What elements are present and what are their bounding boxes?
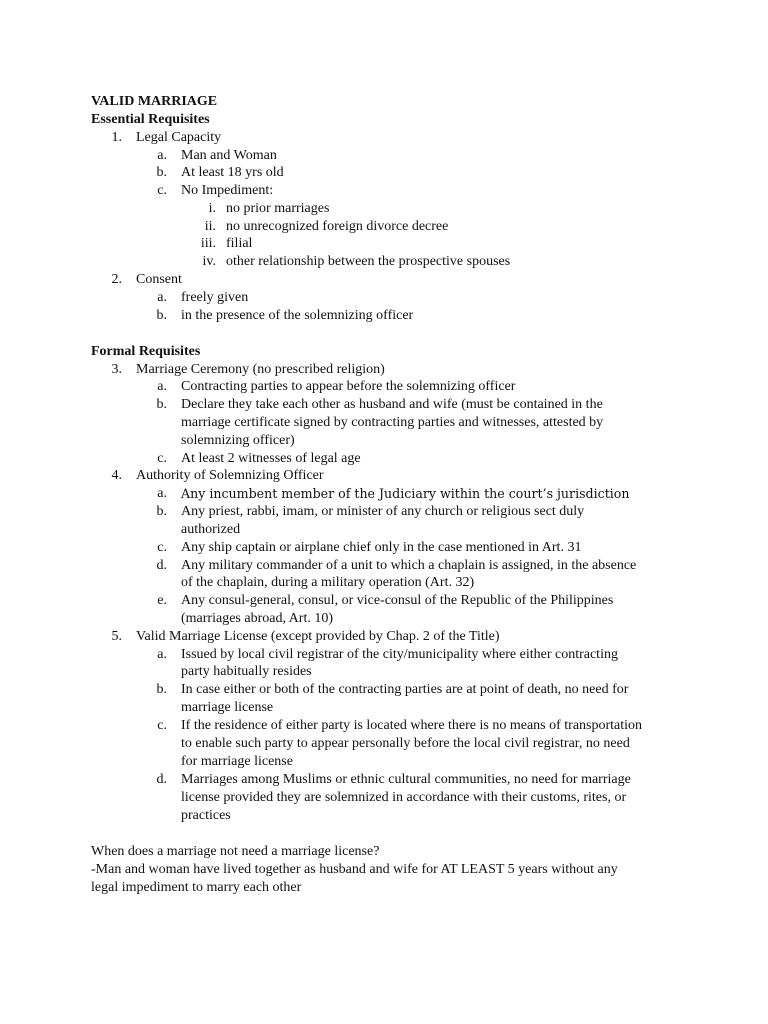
list-item-number: a. [157, 647, 167, 662]
list-item-text: At least 18 yrs old [181, 165, 284, 180]
list-item-text: Any military commander of a unit to which a chaplain is assigned, in the absence [181, 558, 637, 573]
list-item-number: b. [156, 165, 167, 180]
list-item-number: 3. [111, 362, 122, 377]
list-item-number: a. [157, 148, 167, 163]
list-item-text: Marriage Ceremony (no prescribed religion) [136, 362, 385, 377]
list-item-number: a. [157, 379, 167, 394]
list-item-number: 5. [111, 629, 122, 644]
answer-text: -Man and woman have lived together as husband and wife for AT LEAST 5 years without any [91, 862, 618, 877]
list-item-number: i. [208, 201, 216, 216]
list-item-text: Legal Capacity [136, 130, 222, 145]
list-item-number: c. [157, 718, 167, 733]
answer-text: legal impediment to marry each other [91, 880, 302, 895]
list-item-text: Contracting parties to appear before the solemnizing officer [181, 379, 516, 394]
list-item-number: 1. [111, 130, 122, 145]
list-item-number: c. [157, 451, 167, 466]
list-item-text: marriage certificate signed by contracting parties and witnesses, attested by [181, 415, 604, 430]
list-item-text: for marriage license [181, 754, 293, 769]
list-item-text: Declare they take each other as husband and wife (must be contained in the [181, 397, 603, 412]
list-item-number: iv. [202, 254, 216, 269]
list-item-number: 2. [111, 272, 122, 287]
list-item-text: No Impediment: [181, 183, 274, 198]
list-item-number: 4. [111, 468, 122, 483]
list-item-number: iii. [200, 236, 216, 251]
essential-requisites-heading: Essential Requisites [91, 112, 210, 127]
list-item-text: Authority of Solemnizing Officer [136, 468, 324, 483]
list-item-text: solemnizing officer) [181, 433, 295, 448]
list-item-number: b. [156, 504, 167, 519]
list-item-text: practices [181, 808, 231, 823]
question-text: When does a marriage not need a marriage license? [91, 844, 380, 859]
list-item-number: d. [156, 772, 167, 787]
list-item-number: d. [156, 558, 167, 573]
list-item-text: authorized [181, 522, 241, 537]
list-item-number: e. [157, 593, 167, 608]
list-item-text: If the residence of either party is located where there is no means of transportation [181, 718, 643, 733]
list-item-text: in the presence of the solemnizing officer [181, 308, 414, 323]
document-title: VALID MARRIAGE [91, 94, 218, 109]
list-item-number: b. [156, 397, 167, 412]
list-item-text: party habitually resides [181, 664, 312, 679]
list-item-text: (marriages abroad, Art. 10) [181, 611, 333, 626]
list-item-text: filial [226, 236, 253, 251]
list-item-text: marriage license [181, 700, 274, 715]
list-item-text: no unrecognized foreign divorce decree [226, 219, 449, 234]
list-item-text: At least 2 witnesses of legal age [181, 451, 361, 466]
list-item-text: of the chaplain, during a military operation (Art. 32) [181, 575, 475, 590]
list-item-text: no prior marriages [226, 201, 330, 216]
list-item-text: Any consul-general, consul, or vice-consul of the Republic of the Philippines [181, 593, 614, 608]
list-item-text: Valid Marriage License (except provided by Chap. 2 of the Title) [136, 629, 500, 644]
list-item-text: Man and Woman [181, 148, 277, 163]
list-item-text: Marriages among Muslims or ethnic cultural communities, no need for marriage [181, 772, 631, 787]
list-item-text: Any priest, rabbi, imam, or minister of any church or religious sect duly [181, 504, 585, 519]
list-item-number: a. [157, 290, 167, 305]
list-item-text: license provided they are solemnized in accordance with their customs, rites, or [181, 790, 627, 805]
formal-requisites-heading: Formal Requisites [91, 344, 201, 359]
list-item-text: Consent [136, 272, 182, 287]
list-item-text: Issued by local civil registrar of the city/municipality where either contracting [181, 647, 618, 662]
list-item-text: In case either or both of the contracting parties are at point of death, no need for [181, 682, 629, 697]
list-item-number: a. [157, 486, 167, 501]
list-item-text: Any incumbent member of the Judiciary within the court’s jurisdiction [181, 486, 630, 501]
list-item-text: other relationship between the prospective spouses [226, 254, 511, 269]
list-item-number: b. [156, 682, 167, 697]
list-item-number: c. [157, 183, 167, 198]
list-item-text: freely given [181, 290, 249, 305]
list-item-number: c. [157, 540, 167, 555]
list-item-number: ii. [204, 219, 216, 234]
list-item-text: Any ship captain or airplane chief only in the case mentioned in Art. 31 [181, 540, 582, 555]
list-item-number: b. [156, 308, 167, 323]
list-item-text: to enable such party to appear personally before the local civil registrar, no need [181, 736, 630, 751]
